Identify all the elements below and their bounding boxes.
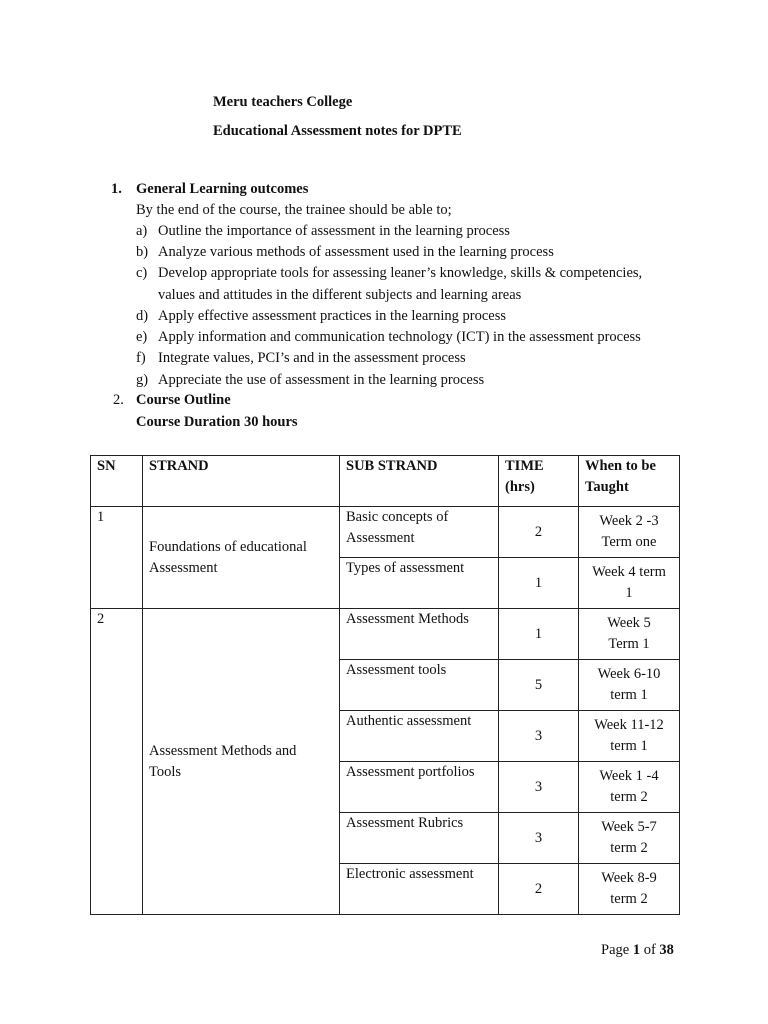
document-title: Educational Assessment notes for DPTE: [213, 123, 462, 139]
outcome-text: Integrate values, PCI’s and in the assessment process: [158, 350, 466, 366]
when-line: term 2: [610, 789, 648, 805]
sub-strand-cell: [340, 507, 499, 558]
table-header-row: [91, 456, 680, 507]
when-line: Term 1: [608, 636, 650, 652]
sn-cell: 1: [91, 507, 143, 609]
outcome-text: Apply effective assessment practices in the learning process: [158, 308, 507, 324]
header-time: [499, 456, 579, 507]
table-row: [91, 609, 680, 660]
header-time-line2: (hrs): [505, 479, 535, 495]
when-line: Week 4 term: [592, 564, 666, 580]
time-cell: 1: [499, 609, 579, 660]
header-when-line1: When to be: [585, 458, 656, 474]
section2-heading: Course Outline: [136, 392, 231, 408]
strand-line: Assessment: [149, 559, 218, 576]
when-line: Term one: [601, 534, 657, 550]
time-cell: 3: [499, 711, 579, 762]
when-cell: [579, 660, 680, 711]
when-line: Week 8-9: [601, 870, 657, 886]
section1-intro: By the end of the course, the trainee should be able to;: [136, 202, 452, 218]
outcome-text: Outline the importance of assessment in the learning process: [158, 223, 510, 239]
when-cell: [579, 711, 680, 762]
header-sn: SN: [91, 456, 143, 507]
of-word: of: [643, 942, 656, 958]
outcome-text: Develop appropriate tools for assessing leaner’s knowledge, skills & competencies,: [158, 265, 643, 281]
when-cell: [579, 864, 680, 915]
time-cell: 5: [499, 660, 579, 711]
strand-line: Assessment Methods and: [149, 742, 297, 759]
when-line: term 2: [610, 840, 648, 856]
sub-strand-cell: Types of assessment: [340, 558, 499, 609]
header-sub-strand: SUB STRAND: [340, 456, 499, 507]
page-total: 38: [659, 942, 674, 958]
when-cell: [579, 609, 680, 660]
when-cell: [579, 558, 680, 609]
outcome-letter: c): [136, 265, 148, 281]
when-line: Week 11-12: [594, 717, 664, 733]
sub-strand-cell: Assessment Methods: [340, 609, 499, 660]
when-line: Week 5: [607, 615, 651, 631]
time-cell: 2: [499, 864, 579, 915]
header-strand: STRAND: [143, 456, 340, 507]
header-time-line1: TIME: [505, 458, 544, 474]
course-outline-table: [90, 455, 680, 915]
sub-strand-cell: Assessment portfolios: [340, 762, 499, 813]
outcome-letter: d): [136, 308, 149, 324]
sn-cell: 2: [91, 609, 143, 915]
outcome-letter: e): [136, 329, 148, 345]
section1-number: 1.: [111, 181, 122, 197]
sub-strand-line: Assessment: [346, 530, 415, 546]
when-line: Week 5-7: [601, 819, 657, 835]
outcome-letter: g): [136, 372, 149, 388]
when-line: term 1: [610, 687, 648, 703]
header-when-taught: [579, 456, 680, 507]
outcome-letter: a): [136, 223, 148, 239]
sub-strand-cell: Assessment Rubrics: [340, 813, 499, 864]
page-number: [601, 942, 674, 959]
when-line: 1: [625, 585, 633, 601]
when-line: Week 1 -4: [599, 768, 659, 784]
when-cell: [579, 762, 680, 813]
section2-number: 2.: [113, 392, 124, 408]
header-when-line2: Taught: [585, 479, 629, 495]
sub-strand-cell: Authentic assessment: [340, 711, 499, 762]
page-word: Page: [601, 942, 630, 958]
strand-cell: [143, 609, 340, 915]
time-cell: 3: [499, 762, 579, 813]
strand-line: Foundations of educational: [149, 538, 307, 555]
strand-cell: [143, 507, 340, 609]
sub-strand-cell: Electronic assessment: [340, 864, 499, 915]
strand-line: Tools: [149, 763, 182, 780]
institution-name: Meru teachers College: [213, 94, 353, 110]
when-line: Week 6-10: [597, 666, 661, 682]
outcome-text: Analyze various methods of assessment used in the learning process: [158, 244, 554, 260]
when-cell: [579, 813, 680, 864]
outcome-text: Appreciate the use of assessment in the learning process: [158, 372, 485, 388]
page-current: 1: [632, 942, 641, 958]
sub-strand-cell: Assessment tools: [340, 660, 499, 711]
time-cell: 3: [499, 813, 579, 864]
time-cell: 1: [499, 558, 579, 609]
section1-heading: General Learning outcomes: [136, 181, 309, 197]
outcome-text-continued: values and attitudes in the different subjects and learning areas: [158, 287, 522, 303]
outcome-letter: b): [136, 244, 149, 260]
table-row: [91, 507, 680, 558]
when-line: term 2: [610, 891, 648, 907]
outcome-text: Apply information and communication technology (ICT) in the assessment process: [158, 329, 641, 345]
time-cell: 2: [499, 507, 579, 558]
course-duration: Course Duration 30 hours: [136, 414, 298, 430]
when-line: Week 2 -3: [599, 513, 659, 529]
when-cell: [579, 507, 680, 558]
outcome-letter: f): [136, 350, 146, 366]
when-line: term 1: [610, 738, 648, 754]
sub-strand-line: Basic concepts of: [346, 509, 449, 525]
